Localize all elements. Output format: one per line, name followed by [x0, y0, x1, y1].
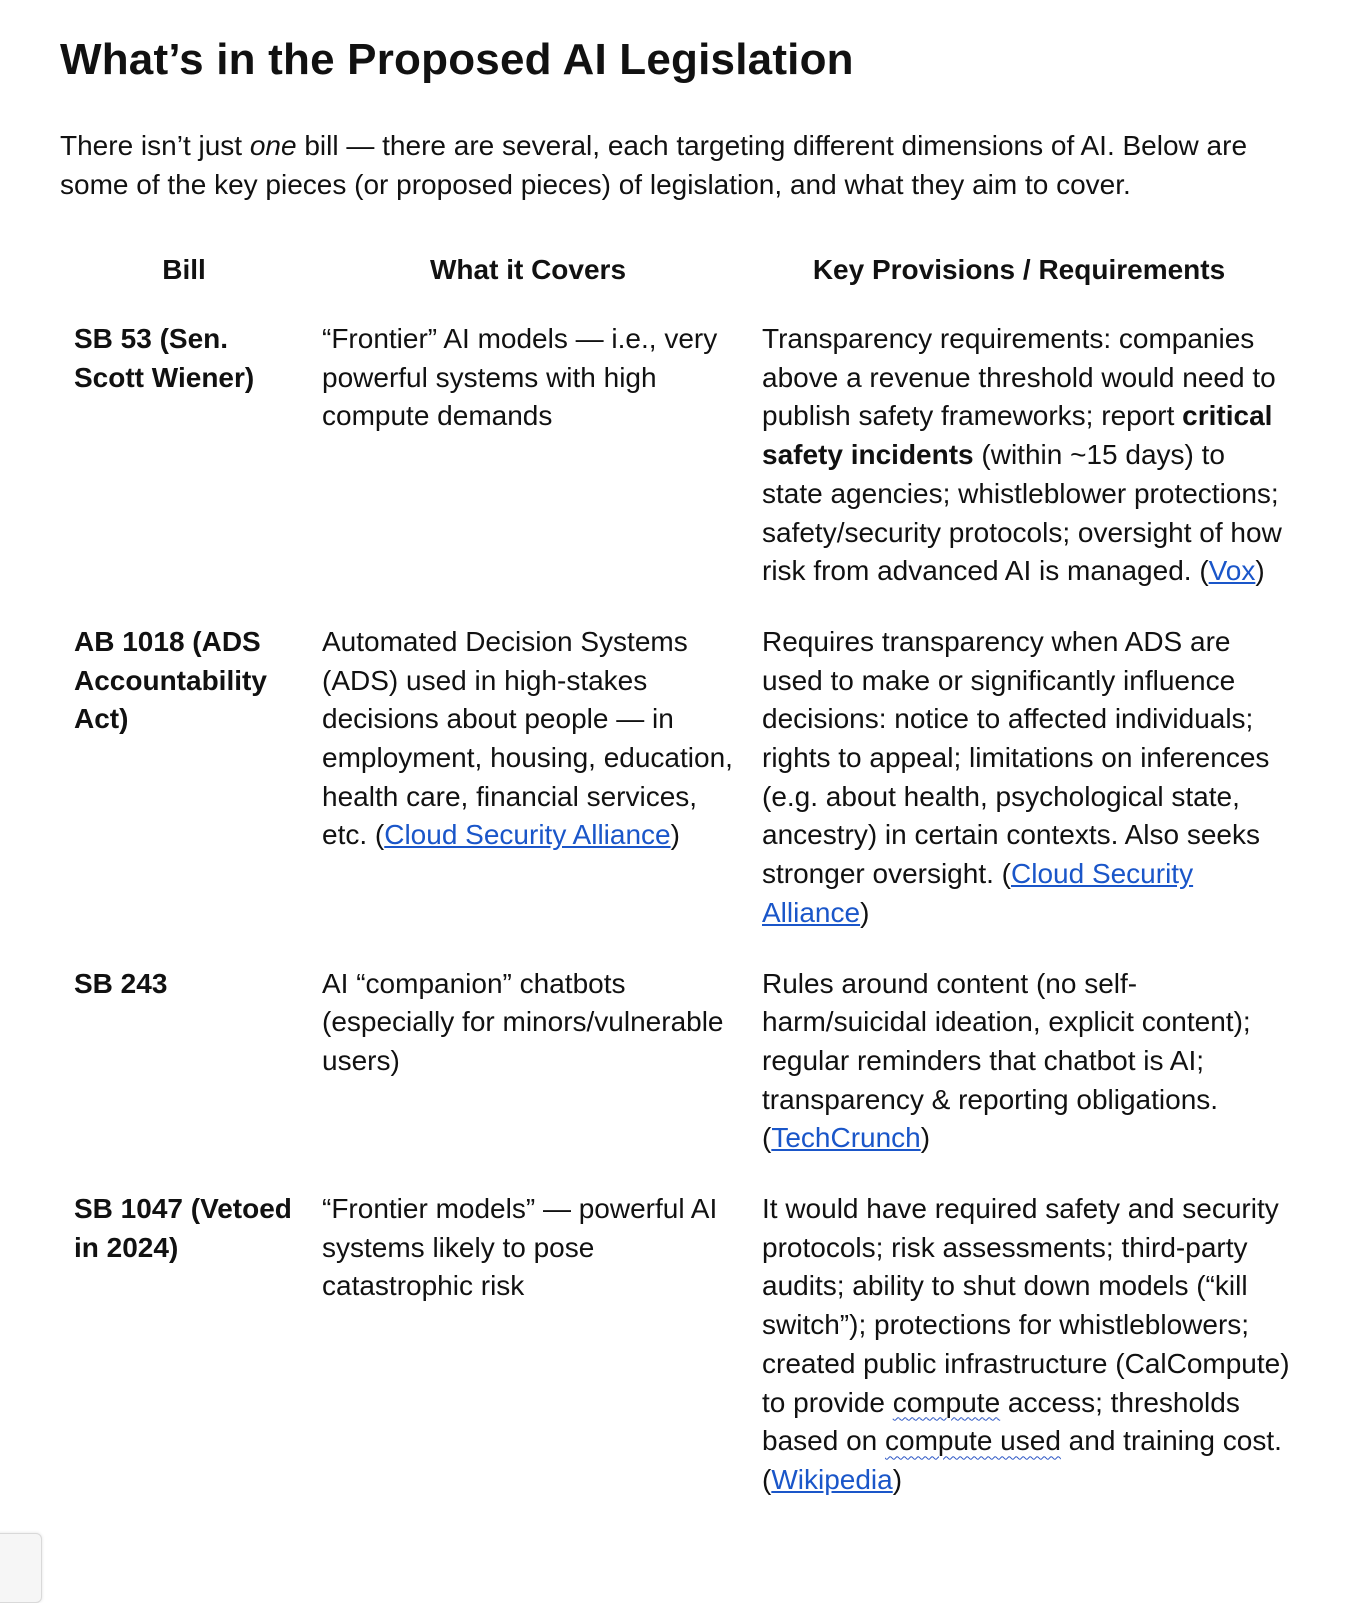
bill-covers: AI “companion” chatbots (especially for minors/vulnerable users) [322, 967, 724, 1076]
source-link-wikipedia[interactable]: Wikipedia [771, 1463, 893, 1495]
intro-paragraph [60, 126, 1310, 204]
legislation-table [60, 246, 1290, 1532]
bill-covers: “Frontier” AI models — i.e., very powerful systems with high compute demands [322, 323, 718, 432]
bill-name: AB 1018 (ADS Accountability Act) [74, 625, 267, 735]
source-link-vox[interactable]: Vox [1208, 555, 1256, 587]
intro-text-1: There isn’t just [60, 130, 250, 161]
bill-provisions: Requires transparency when ADS are used to make or significantly influence decisions: notice to affected individuals; rights to appeal; limitations on inferences (e.g. about health, psychological state, ancestry) in certain contexts. Also seeks stronger oversight. (Cloud Security Alliance) [762, 625, 1270, 928]
source-link-cloud-security-alliance[interactable]: Cloud Security Alliance [762, 858, 1194, 928]
bill-name: SB 243 [74, 967, 168, 999]
corner-tab-label [0, 1542, 41, 1582]
header-covers: What it Covers [429, 254, 627, 285]
header-provisions: Key Provisions / Requirements [812, 254, 1226, 285]
bill-provisions: Rules around content (no self-harm/suicidal ideation, explicit content); regular reminders that chatbot is AI; transparency & reporting obligations. (TechCrunch) [762, 967, 1251, 1154]
header-bill: Bill [162, 254, 206, 285]
bill-provisions: Transparency requirements: companies above a revenue threshold would need to publish safety frameworks; report critical safety incidents (within ~15 days) to state agencies; whistleblower protections; safety/security protocols; oversight of how risk from advanced AI is managed. (Vox) [762, 323, 1282, 587]
spellcheck-underline: compute used [885, 1425, 1061, 1457]
spellcheck-underline: compute [892, 1386, 1001, 1418]
table-row [60, 965, 1290, 1191]
bill-name: SB 53 (Sen. Scott Wiener) [74, 323, 255, 393]
source-link-cloud-security-alliance[interactable]: Cloud Security Alliance [384, 819, 671, 851]
page-title: What’s in the Proposed AI Legislation [60, 35, 854, 84]
document [60, 30, 1310, 1532]
bill-covers: Automated Decision Systems (ADS) used in high-stakes decisions about people — in employment, housing, education, health care, financial services, etc. (Cloud Security Alliance) [322, 625, 733, 851]
bill-provisions: It would have required safety and security protocols; risk assessments; third-party audits; ability to shut down models (“kill switch”); protections for whistleblowers; created public infrastructure (CalCompute) to provide compute access; thresholds based on compute used and training cost. (Wikipedia) [762, 1193, 1290, 1495]
bill-name: SB 1047 (Vetoed in 2024) [74, 1193, 292, 1263]
table-row [60, 623, 1290, 965]
intro-emphasis: one [249, 130, 297, 161]
source-link-techcrunch[interactable]: TechCrunch [771, 1122, 921, 1154]
corner-tab[interactable] [0, 1533, 42, 1603]
bill-covers: “Frontier models” — powerful AI systems likely to pose catastrophic risk [322, 1193, 718, 1302]
table-row [60, 1190, 1290, 1532]
intro-text-2: bill — there are several, each targeting different dimensions of AI. Below are some of the key pieces (or proposed pieces) of legislation, and what they aim to cover. [60, 130, 1248, 200]
table-row [60, 320, 1290, 623]
bold-phrase: critical safety incidents [762, 400, 1273, 471]
table-header-row [60, 246, 1290, 320]
